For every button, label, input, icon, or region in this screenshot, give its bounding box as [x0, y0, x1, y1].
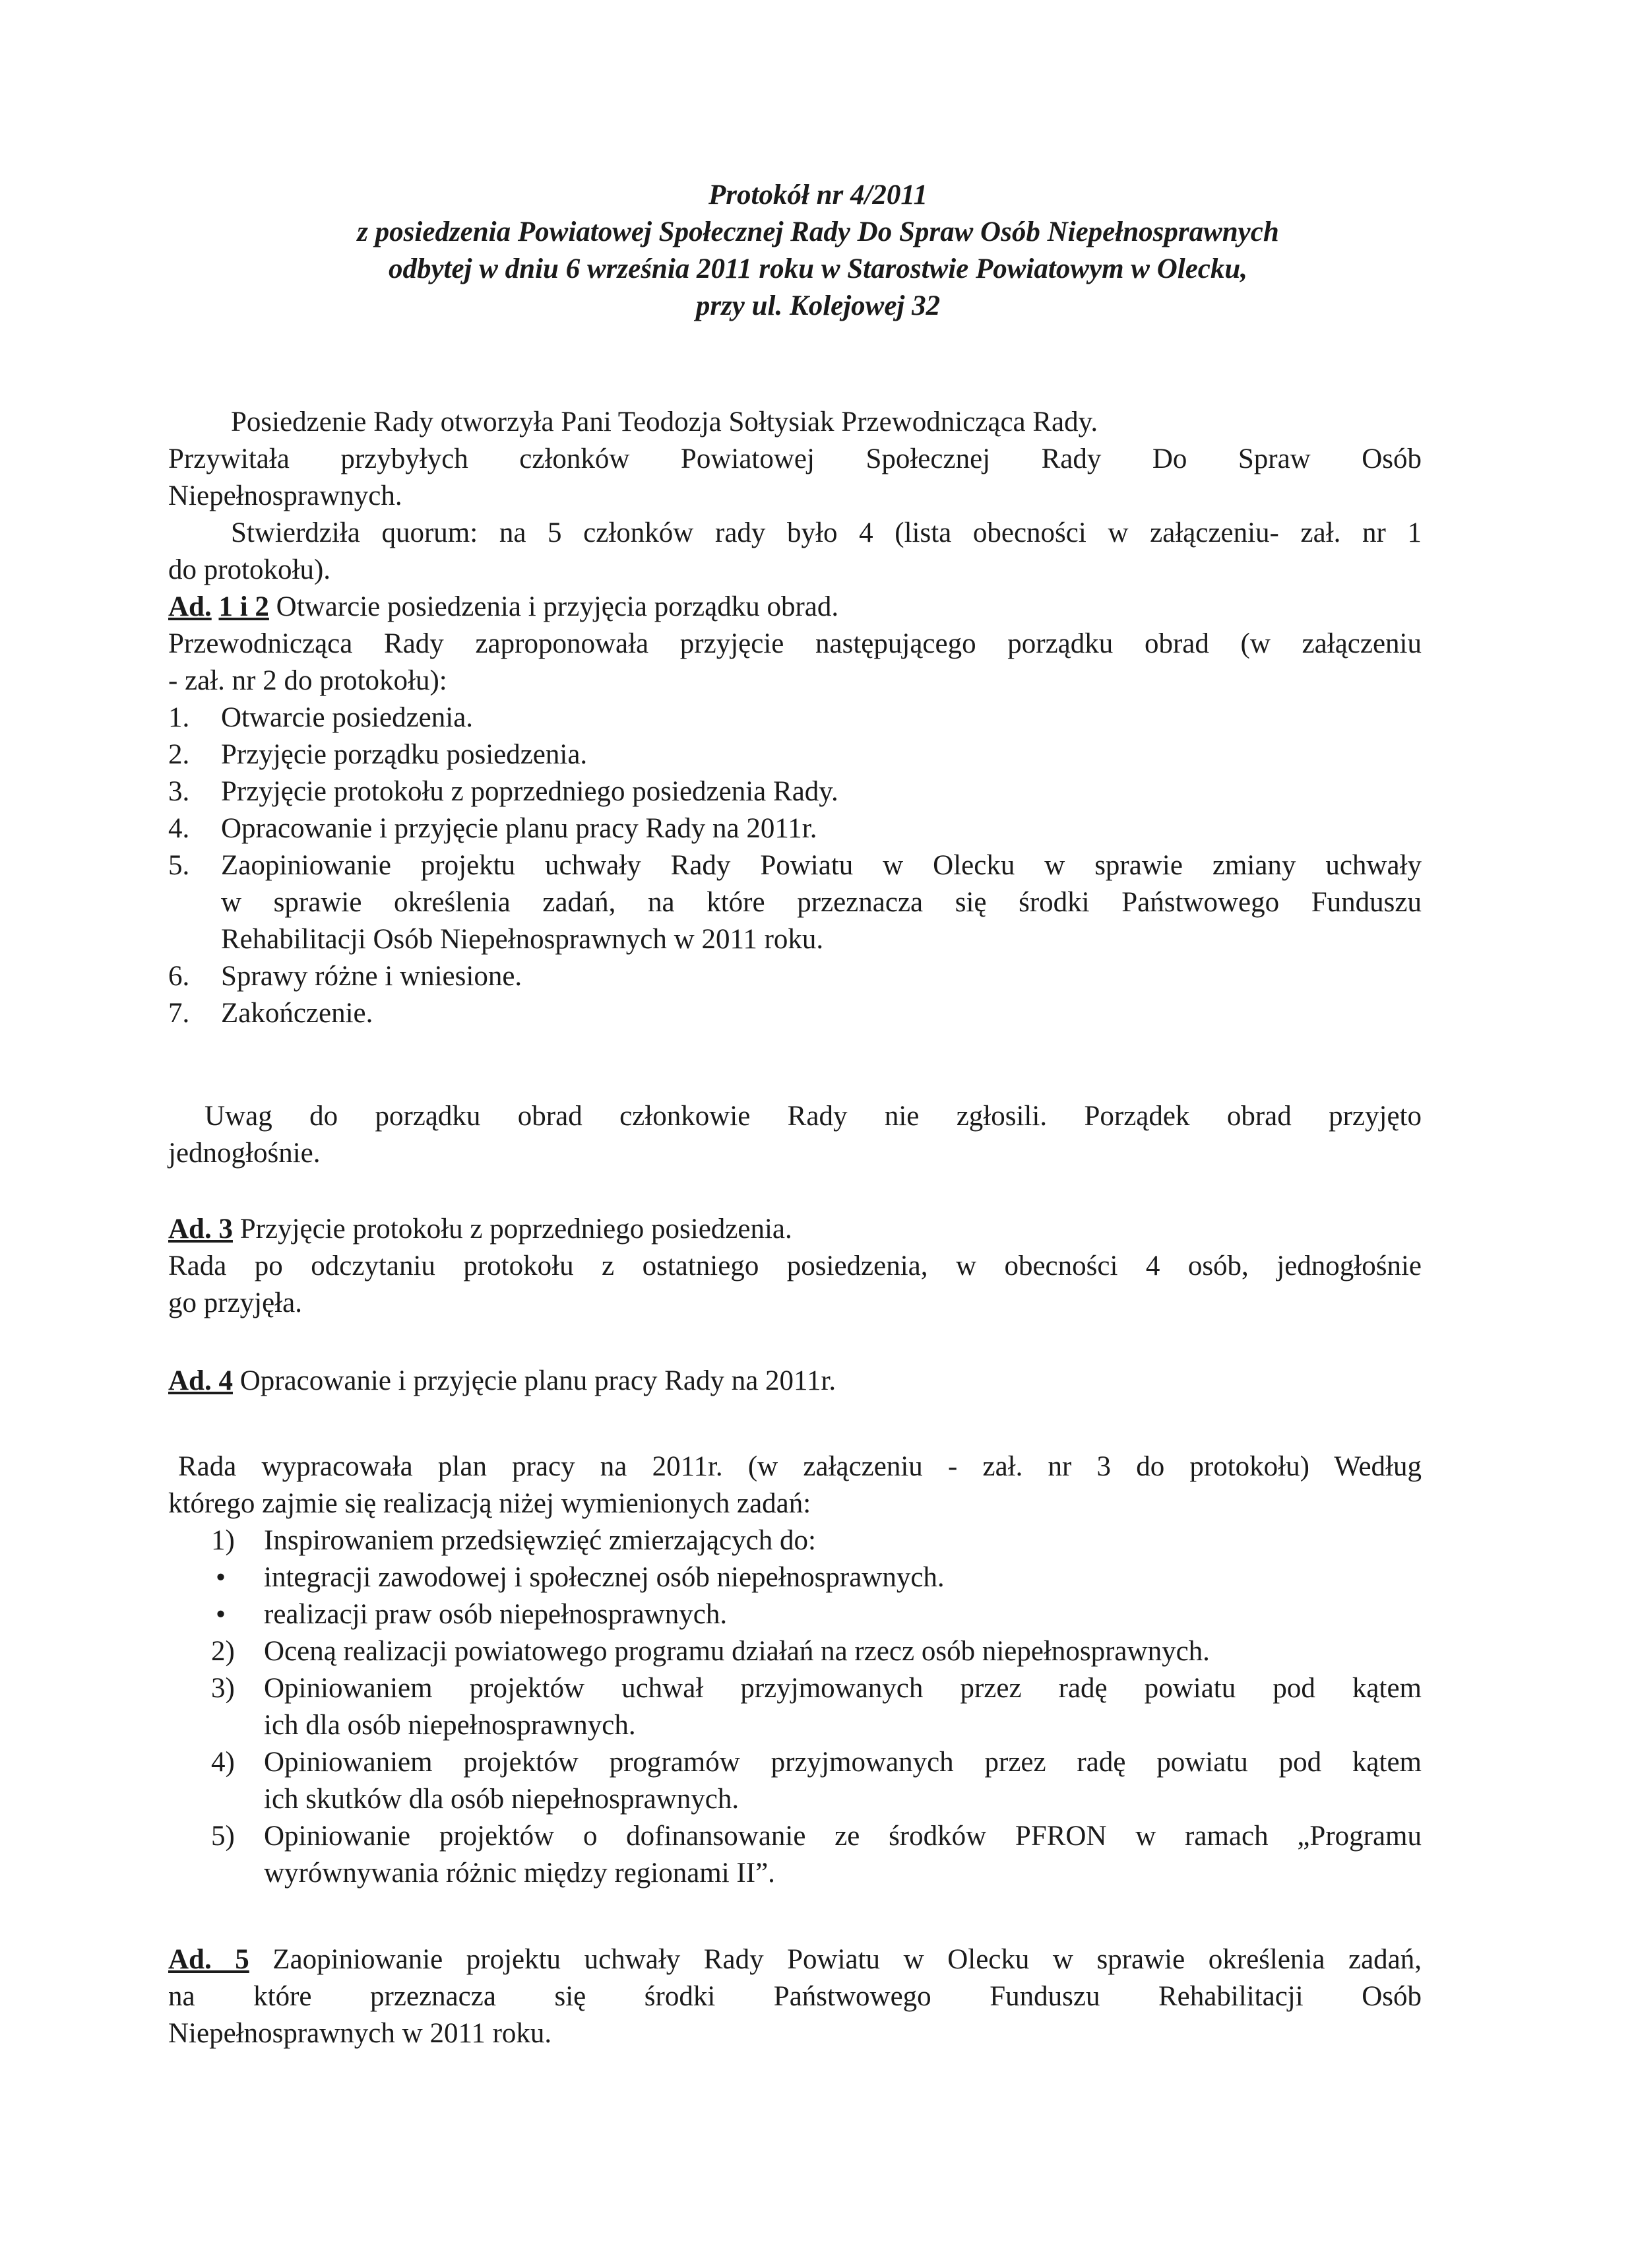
plan-item [168, 1818, 1422, 1892]
agenda-item-number: 2. [168, 739, 190, 770]
intro-paragraph: Posiedzenie Rady otworzyła Pani Teodozja Sołtysiak Przewodnicząca Rady. [231, 406, 1098, 437]
agenda-item [168, 810, 1422, 847]
ad-title: Otwarcie posiedzenia i przyjęcia porządku obrad. [268, 591, 839, 622]
plan-item-text: ich dla osób niepełnosprawnych. [264, 1710, 636, 1741]
ad-title: Zaopiniowanie projektu uchwały Rady Powiatu w Olecku w sprawie określenia zadań, [249, 1944, 1422, 1975]
plan-item-text: Oceną realizacji powiatowego programu działań na rzecz osób niepełnosprawnych. [264, 1636, 1210, 1667]
ad-title: Przyjęcie protokołu z poprzedniego posiedzenia. [232, 1214, 792, 1245]
intro-section [168, 404, 1422, 1032]
agenda-item [168, 995, 1422, 1032]
agenda-list [168, 699, 1422, 1032]
ad-4-text: którego zajmie się realizacją niżej wymienionych zadań: [168, 1488, 811, 1519]
agenda-item-text: w sprawie określenia zadań, na które przeznacza się środki Państwowego Funduszu [221, 887, 1422, 918]
plan-item-text: Opiniowanie projektów o dofinansowanie ze środków PFRON w ramach „Programu [264, 1821, 1422, 1852]
agenda-item-number: 3. [168, 776, 190, 807]
plan-item-text: realizacji praw osób niepełnosprawnych. [264, 1599, 728, 1630]
plan-item-text: wyrównywania różnic między regionami II”. [264, 1858, 775, 1889]
ad-title: Opracowanie i przyjęcie planu pracy Rady na 2011r. [232, 1365, 836, 1396]
ad-5-section [168, 1941, 1422, 2052]
plan-item-text: Opiniowaniem projektów programów przyjmowanych przez radę powiatu pod kątem [264, 1747, 1422, 1778]
plan-item-number: 3) [211, 1673, 235, 1704]
agenda-item-text: Przyjęcie porządku posiedzenia. [221, 739, 588, 770]
ad-4-body [168, 1448, 1422, 1892]
agenda-item [168, 958, 1422, 995]
ad-label: Ad. 4 [168, 1365, 233, 1396]
bullet-icon: • [216, 1599, 226, 1630]
protocol-title: Protokół nr 4/2011 [708, 179, 928, 211]
plan-item-text: Inspirowaniem przedsięwzięć zmierzających do: [264, 1525, 816, 1556]
agenda-item-text: Otwarcie posiedzenia. [221, 702, 474, 733]
plan-item-number: 2) [211, 1636, 235, 1667]
protocol-subtitle-line: odbytej w dniu 6 września 2011 roku w Starostwie Powiatowym w Olecku, [388, 253, 1248, 284]
ad-label: Ad. 3 [168, 1214, 233, 1245]
plan-bullet-item [168, 1559, 1422, 1596]
plan-item [168, 1522, 1422, 1559]
agenda-remark [168, 1098, 1422, 1172]
bullet-icon: • [216, 1562, 226, 1593]
plan-item-text: Opiniowaniem projektów uchwał przyjmowanych przez radę powiatu pod kątem [264, 1673, 1422, 1704]
ad-3-heading [168, 1211, 1422, 1248]
plan-item-number: 1) [211, 1525, 235, 1556]
protocol-subtitle-line: z posiedzenia Powiatowej Społecznej Rady Do Spraw Osób Niepełnosprawnych [357, 216, 1279, 247]
agenda-item [168, 699, 1422, 736]
agenda-item-number: 5. [168, 850, 190, 881]
intro-paragraph: Stwierdziła quorum: na 5 członków rady było 4 (lista obecności w załączeniu- zał. nr 1 [231, 517, 1422, 548]
ad-label: Ad. [168, 591, 212, 622]
ad-4-text: Rada wypracowała plan pracy na 2011r. (w załączeniu - zał. nr 3 do protokołu) Według [178, 1451, 1422, 1482]
ad-label: Ad. 5 [168, 1944, 249, 1975]
agenda-item-number: 6. [168, 961, 190, 992]
ad-1-2-heading [168, 589, 1422, 626]
agenda-item-text: Zaopiniowanie projektu uchwały Rady Powiatu w Olecku w sprawie zmiany uchwały [221, 850, 1422, 881]
plan-item-number: 5) [211, 1821, 235, 1852]
agenda-item-number: 4. [168, 813, 190, 844]
plan-item-text: ich skutków dla osób niepełnosprawnych. [264, 1784, 739, 1815]
ad-5-heading [168, 1941, 1422, 1978]
plan-item [168, 1633, 1422, 1670]
agenda-item [168, 773, 1422, 810]
ad-1-2-text: - zał. nr 2 do protokołu): [168, 665, 447, 696]
agenda-item [168, 736, 1422, 773]
plan-bullet-item [168, 1596, 1422, 1633]
agenda-item-text: Przyjęcie protokołu z poprzedniego posiedzenia Rady. [221, 776, 838, 807]
plan-item [168, 1670, 1422, 1744]
ad-5-text: Niepełnosprawnych w 2011 roku. [168, 2018, 552, 2049]
ad-3-text: go przyjęła. [168, 1287, 302, 1318]
intro-paragraph: Niepełnosprawnych. [168, 480, 402, 511]
work-plan-list [168, 1522, 1422, 1892]
ad-5-text: na które przeznacza się środki Państwowego Funduszu Rehabilitacji Osób [168, 1981, 1422, 2012]
ad-number: 1 i 2 [218, 591, 269, 622]
agenda-item-text: Rehabilitacji Osób Niepełnosprawnych w 2011 roku. [221, 924, 824, 955]
remark-text: jednogłośnie. [168, 1138, 321, 1169]
ad-4-heading [168, 1363, 1422, 1400]
ad-3-section [168, 1211, 1422, 1322]
agenda-item [168, 847, 1422, 958]
plan-item-text: integracji zawodowej i społecznej osób niepełnosprawnych. [264, 1562, 945, 1593]
agenda-item-number: 7. [168, 998, 190, 1029]
agenda-item-text: Zakończenie. [221, 998, 373, 1029]
document-header [165, 177, 1471, 325]
intro-paragraph: do protokołu). [168, 554, 331, 585]
ad-4-section [168, 1363, 1422, 1400]
protocol-subtitle-line: przy ul. Kolejowej 32 [695, 290, 941, 321]
remark-text: Uwag do porządku obrad członkowie Rady nie zgłosili. Porządek obrad przyjęto [204, 1101, 1422, 1132]
agenda-item-text: Sprawy różne i wniesione. [221, 961, 522, 992]
plan-item [168, 1744, 1422, 1818]
plan-item-number: 4) [211, 1747, 235, 1778]
ad-3-text: Rada po odczytaniu protokołu z ostatniego posiedzenia, w obecności 4 osób, jednogłośnie [168, 1250, 1422, 1281]
agenda-item-text: Opracowanie i przyjęcie planu pracy Rady na 2011r. [221, 813, 817, 844]
ad-1-2-text: Przewodnicząca Rady zaproponowała przyjęcie następującego porządku obrad (w załączeniu [168, 628, 1422, 659]
intro-paragraph: Przywitała przybyłych członków Powiatowej Społecznej Rady Do Spraw Osób [168, 443, 1422, 474]
agenda-item-number: 1. [168, 702, 190, 733]
